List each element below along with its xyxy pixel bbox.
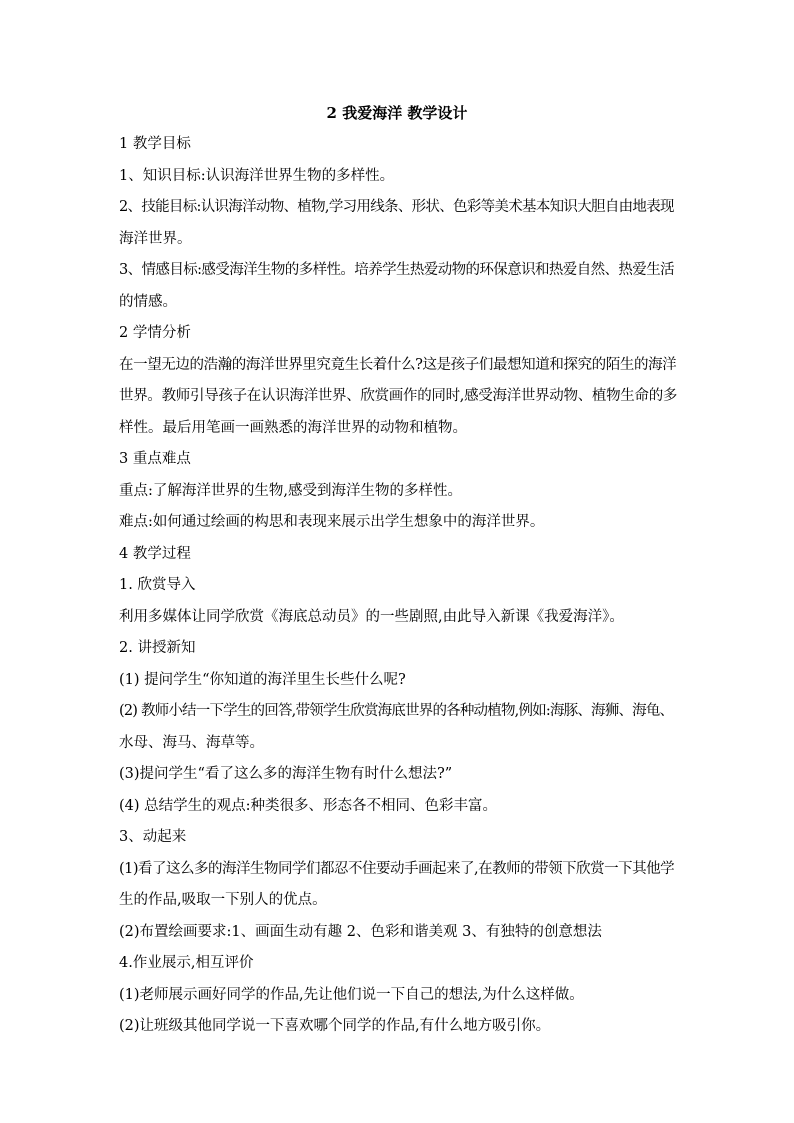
process-step-2-item-3: (3)提问学生“看了这么多的海洋生物有时什么想法?” bbox=[119, 766, 453, 782]
process-step-3-item-2: (2)布置绘画要求:1、画面生动有趣 2、色彩和谐美观 3、有独特的创意想法 bbox=[119, 923, 602, 940]
process-step-2-item-4: (4) 总结学生的观点:种类很多、形态各不相同、色彩丰富。 bbox=[119, 797, 498, 814]
section-heading-objectives: 1 教学目标 bbox=[119, 136, 191, 152]
section-heading-key-points: 3 重点难点 bbox=[119, 451, 191, 467]
analysis-line-3: 样性。最后用笔画一画熟悉的海洋世界的动物和植物。 bbox=[119, 419, 467, 436]
key-point: 重点:了解海洋世界的生物,感受到海洋生物的多样性。 bbox=[119, 482, 462, 499]
process-step-2-heading: 2. 讲授新知 bbox=[119, 640, 196, 656]
process-step-4-item-2: (2)让班级其他同学说一下喜欢哪个同学的作品,有什么地方吸引你。 bbox=[119, 1018, 551, 1034]
process-step-4-item-1: (1)老师展示画好同学的作品,先让他们说一下自己的想法,为什么这样做。 bbox=[119, 986, 584, 1003]
document-title: 2 我爱海洋 教学设计 bbox=[326, 104, 468, 122]
analysis-line-2: 世界。教师引导孩子在认识海洋世界、欣赏画作的同时,感受海洋世界动物、植物生命的多 bbox=[119, 388, 677, 404]
objective-skill: 2、技能目标:认识海洋动物、植物,学习用线条、形状、色彩等美术基本知识大胆自由地表现 bbox=[119, 199, 674, 215]
objective-knowledge: 1、知识目标:认识海洋世界生物的多样性。 bbox=[119, 167, 395, 184]
objective-emotion-cont: 的情感。 bbox=[119, 293, 177, 310]
process-step-4-heading: 4.作业展示,相互评价 bbox=[119, 955, 254, 971]
process-step-1-heading: 1. 欣赏导入 bbox=[119, 577, 196, 593]
process-step-2-item-1: (1) 提问学生“你知道的海洋里生长些什么呢? bbox=[119, 671, 406, 688]
analysis-line-1: 在一望无边的浩瀚的海洋世界里究竟生长着什么?这是孩子们最想知道和探究的陌生的海洋 bbox=[119, 356, 677, 373]
objective-skill-cont: 海洋世界。 bbox=[119, 230, 192, 247]
section-heading-process: 4 教学过程 bbox=[119, 545, 191, 562]
objective-emotion: 3、情感目标:感受海洋生物的多样性。培养学生热爱动物的环保意识和热爱自然、热爱生活 bbox=[119, 262, 675, 278]
process-step-2-item-2: (2) 教师小结一下学生的回答,带领学生欣赏海底世界的各种动植物,例如:海豚、海狮、海龟、 bbox=[119, 703, 674, 719]
section-heading-analysis: 2 学情分析 bbox=[119, 325, 191, 341]
process-step-3-item-1-cont: 生的作品,吸取一下别人的优点。 bbox=[119, 892, 327, 908]
process-step-1-text: 利用多媒体让同学欣赏《海底总动员》的一些剧照,由此导入新课《我爱海洋》。 bbox=[119, 608, 624, 625]
process-step-3-heading: 3、动起来 bbox=[119, 829, 187, 845]
process-step-3-item-1: (1)看了这么多的海洋生物同学们都忍不住要动手画起来了,在教师的带领下欣赏一下其他学 bbox=[119, 860, 675, 877]
process-step-2-item-2-cont: 水母、海马、海草等。 bbox=[119, 734, 264, 751]
difficult-point: 难点:如何通过绘画的构思和表现来展示出学生想象中的海洋世界。 bbox=[119, 514, 545, 530]
document-body bbox=[119, 133, 677, 1047]
